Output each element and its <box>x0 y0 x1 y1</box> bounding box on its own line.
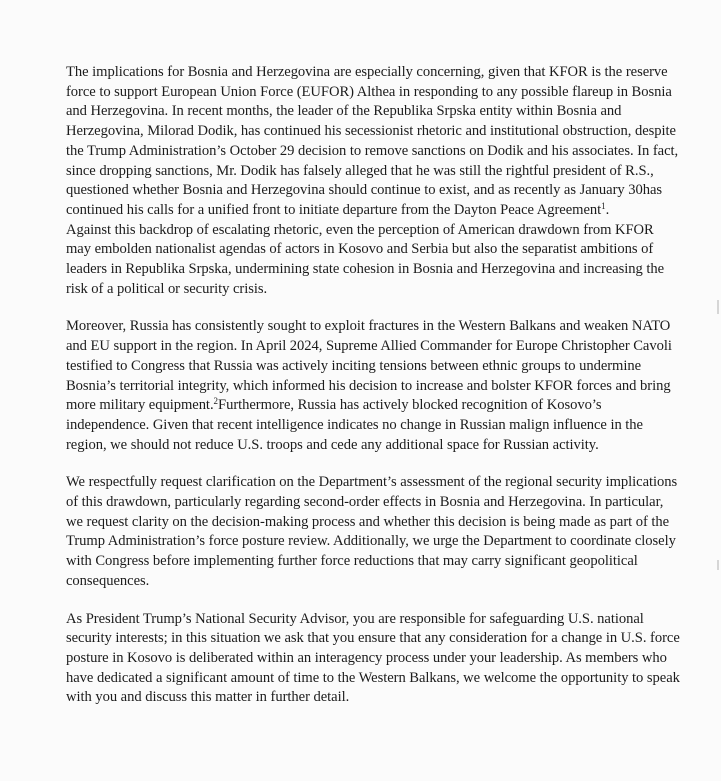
letter-body <box>66 63 682 708</box>
paragraph-nsa-responsibility <box>66 610 682 709</box>
paragraph-gap <box>66 592 682 610</box>
paragraph-text: Furthermore, Russia has actively blocked recognition of Kosovo’s independence. Given that recent intelligence indicates no change in Russian malign influence in the region, we should not reduce U.S. troops and cede any additional space for Russian activity. <box>66 397 643 453</box>
paragraph-gap <box>66 299 682 317</box>
paragraph-text: Against this backdrop of escalating rhetoric, even the perception of American drawdown from KFOR may embolden nationalist agendas of actors in Kosovo and Serbia but also the separatist ambitions of leaders in Republika Srpska, undermining state cohesion in Bosnia and Herzegovina and increasing the risk of a political or security crisis. <box>66 221 665 297</box>
scan-edge-mark <box>717 560 719 570</box>
paragraph-text: . <box>605 201 610 218</box>
paragraph-request-clarification <box>66 473 682 591</box>
paragraph-gap <box>66 455 682 473</box>
paragraph-text: The implications for Bosnia and Herzegovina are especially concerning, given that KFOR is the reserve force to support European Union Force (EUFOR) Althea in responding to any possible flareup in Bosnia and Herzegovina. In recent months, the leader of the Republika Srpska entity within Bosnia and Herzegovina, Milorad Dodik, has continued his secessionist rhetoric and institutional obstruction, despite the Trump Administration’s October 29 decision to remove sanctions on Dodik and his associates. In fact, since dropping sanctions, Mr. Dodik has falsely alleged that he was still the rightful president of R.S., questioned whether Bosnia and Herzegovina should continue to exist, and as recently as January 30has continued his calls for a unified front to initiate departure from the Dayton Peace Agreement <box>66 64 679 218</box>
footnote-marker-1: 1 <box>601 200 606 211</box>
footnote-marker-2: 2 <box>213 396 218 407</box>
paragraph-text: As President Trump’s National Security Advisor, you are responsible for safeguarding U.S. national security interests; in this situation we ask that you ensure that any consideration for a change in U.S. force posture in Kosovo is deliberated within an interagency process under your leadership. As members who have dedicated a significant amount of time to the Western Balkans, we welcome the opportunity to speak with you and discuss this matter in further detail. <box>66 610 680 706</box>
paragraph-russia-influence <box>66 317 682 455</box>
paragraph-text: We respectfully request clarification on the Department’s assessment of the regional security implications of this drawdown, particularly regarding second-order effects in Bosnia and Herzegovina. In particular, we request clarity on the decision-making process and whether this decision is being made as part of the Trump Administration’s force posture review. Additionally, we urge the Department to coordinate closely with Congress before implementing further force reductions that may carry significant geopolitical consequences. <box>66 474 678 589</box>
paragraph-text: Moreover, Russia has consistently sought to exploit fractures in the Western Balkans and weaken NATO and EU support in the region. In April 2024, Supreme Allied Commander for Europe Christopher Cavoli testified to Congress that Russia was actively inciting tensions between ethnic groups to undermine Bosnia’s territorial integrity, which informed his decision to increase and bolster KFOR forces and bring more military equipment. <box>66 318 672 414</box>
paragraph-escalating-rhetoric <box>66 221 682 300</box>
scan-edge-mark <box>717 300 719 314</box>
paragraph-bosnia-implications <box>66 63 682 221</box>
